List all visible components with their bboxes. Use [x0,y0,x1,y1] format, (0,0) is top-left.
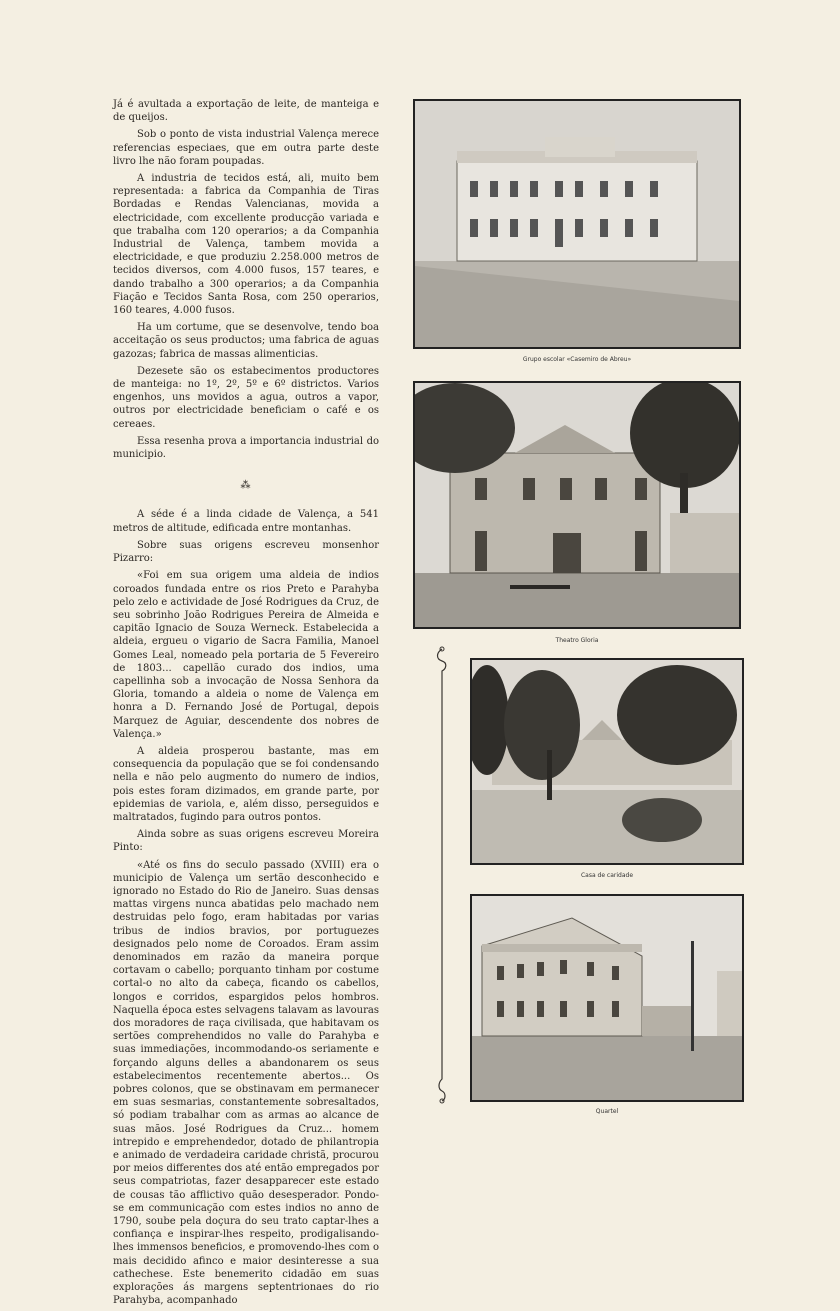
paragraph: A industria de tecidos está, ali, muito bem representada: a fabrica da Companhia de Tiras Bordadas e Rendas Valencianas, movida a electricidade, com excellente producção variada e que trabalha com 120 operarios; a da Companhia Industrial de Valença, tambem movida a electricidade, e que produziu 2.258.000 metros de tecidos diversos, com 4.000 fusos, 157 teares, e dando trabalho a 300 operarios; a da Companhia Fiação e Tecidos Santa Rosa, com 250 operarios, 160 teares, 4.000 fusos. [113,173,379,317]
paragraph: Ha um cortume, que se desenvolve, tendo boa acceitação os seus productos; uma fabrica de aguas gazozas; fabrica de massas alimenticias. [113,322,379,360]
photo-caption: Grupo escolar «Casemiro de Abreu» [522,356,632,363]
section-divider: ⁂ [240,480,252,492]
paragraph: Dezesete são os estabecimentos productores de manteiga: no 1º, 2º, 5º e 6º districtos. Varios engenhos, uns movidos a agua, outros a vapor, outros por electricidade beneficiam o café e os cereaes. [113,365,379,430]
photo-charity-house [470,658,744,865]
paragraph: Já é avultada a exportação de leite, de manteiga e de queijos. [113,99,379,124]
paragraph: Essa resenha prova a importancia industrial do municipio. [113,435,379,461]
paragraph: A séde é a linda cidade de Valença, a 541 metros de altitude, edificada entre montanhas. [113,509,379,534]
photo-theatre [413,381,741,629]
paragraph: Ainda sobre as suas origens escreveu Moreira Pinto: [113,829,379,854]
photo-caption: Theatro Gloria [555,637,599,644]
article-text-column [113,98,379,1311]
paragraph: Sob o ponto de vista industrial Valença merece referencias especiaes, que em outra parte deste livro lhe não foram poupadas. [113,129,379,167]
quote-paragraph: «Até os fins do seculo passado (XVIII) era o municipio de Valença um sertão desconhecido e ignorado no Estado do Rio de Janeiro. Suas densas mattas virgens nunca abatidas pelo machado nem destruidas pelo fogo, eram habitadas por varias tribus de indios bravios, por portuguezes designados pelo nome de Coroados. Eram assim denominados em razão da maneira porque cortavam o cabello; porquanto tinham por costume cortal-o no alto da cabeça, ficando os cabellos, longos e corridos, espargidos pelos hombros. Naquella época estes selvagens talavam as lavouras dos moradores de raça civilisada, que habitavam os sertões comprehendidos no valle do Parahyba e suas immediações, incommodando-os seriamente e forçando alguns delles a abandonarem os seus estabelecimentos recentemente abertos... Os pobres colonos, que se obstinavam em permanecer em suas sesmarias, constantemente sobresaltados, só podiam trabalhar com as armas ao alcance de suas mãos. José Rodrigues da Cruz... homem intrepido e emprehendedor, dotado de philantropia e animado de verdadeira caridade christã, procurou por meios differentes dos até então empregados por seus compatriotas, fazer desapparecer este estado de cousas tão afflictivo quão desesperador. Pondo-se em communicação com estes indios no anno de 1790, soube pela doçura do seu trato captar-lhes a confiança e inspirar-lhes respeito, prodigalisando-lhes immensos beneficios, e promovendo-lhes com o mais decidido afinco e maior desinteresse a sua cathechese. Este benemerito cidadão em suas explorações ás margens septentrionaes do rio Parahyba, acompanhado [113,859,379,1307]
paragraph: A aldeia prosperou bastante, mas em consequencia da população que se foi condensando nella e não pelo augmento do numero de indios, pois estes foram dizimados, em grande parte, por epidemias de variola, e, além disso, perseguidos e maltratados, fugindo para outros pontos. [113,745,379,823]
paragraph: Sobre suas origens escreveu monsenhor Pizarro: [113,539,379,565]
photo-barracks [470,894,744,1102]
photo-school-building [413,99,741,349]
photo-caption: Quartel [595,1108,619,1115]
photo-caption: Casa de caridade [580,872,634,879]
quote-paragraph: «Foi em sua origem uma aldeia de indios coroados fundada entre os rios Preto e Parahyba pelo zelo e actividade de José Rodrigues da Cruz, de seu sobrinho João Rodrigues Pereira de Almeida e capitão Ignacio de Souza Werneck. Estabelecida a aldeia, ergueu o vigario de Sacra Familia, Manoel Gomes Leal, nomeado pela portaria de 5 Fevereiro de 1803... capellão curado dos indios, uma capellinha sob a invocação de Nossa Senhora da Gloria, tomando a aldeia o nome de Valença em honra a D. Fernando José de Portugal, depois Marquez de Aguiar, descendente dos nobres de Valença.» [113,570,380,740]
ornament-line [434,645,450,1105]
